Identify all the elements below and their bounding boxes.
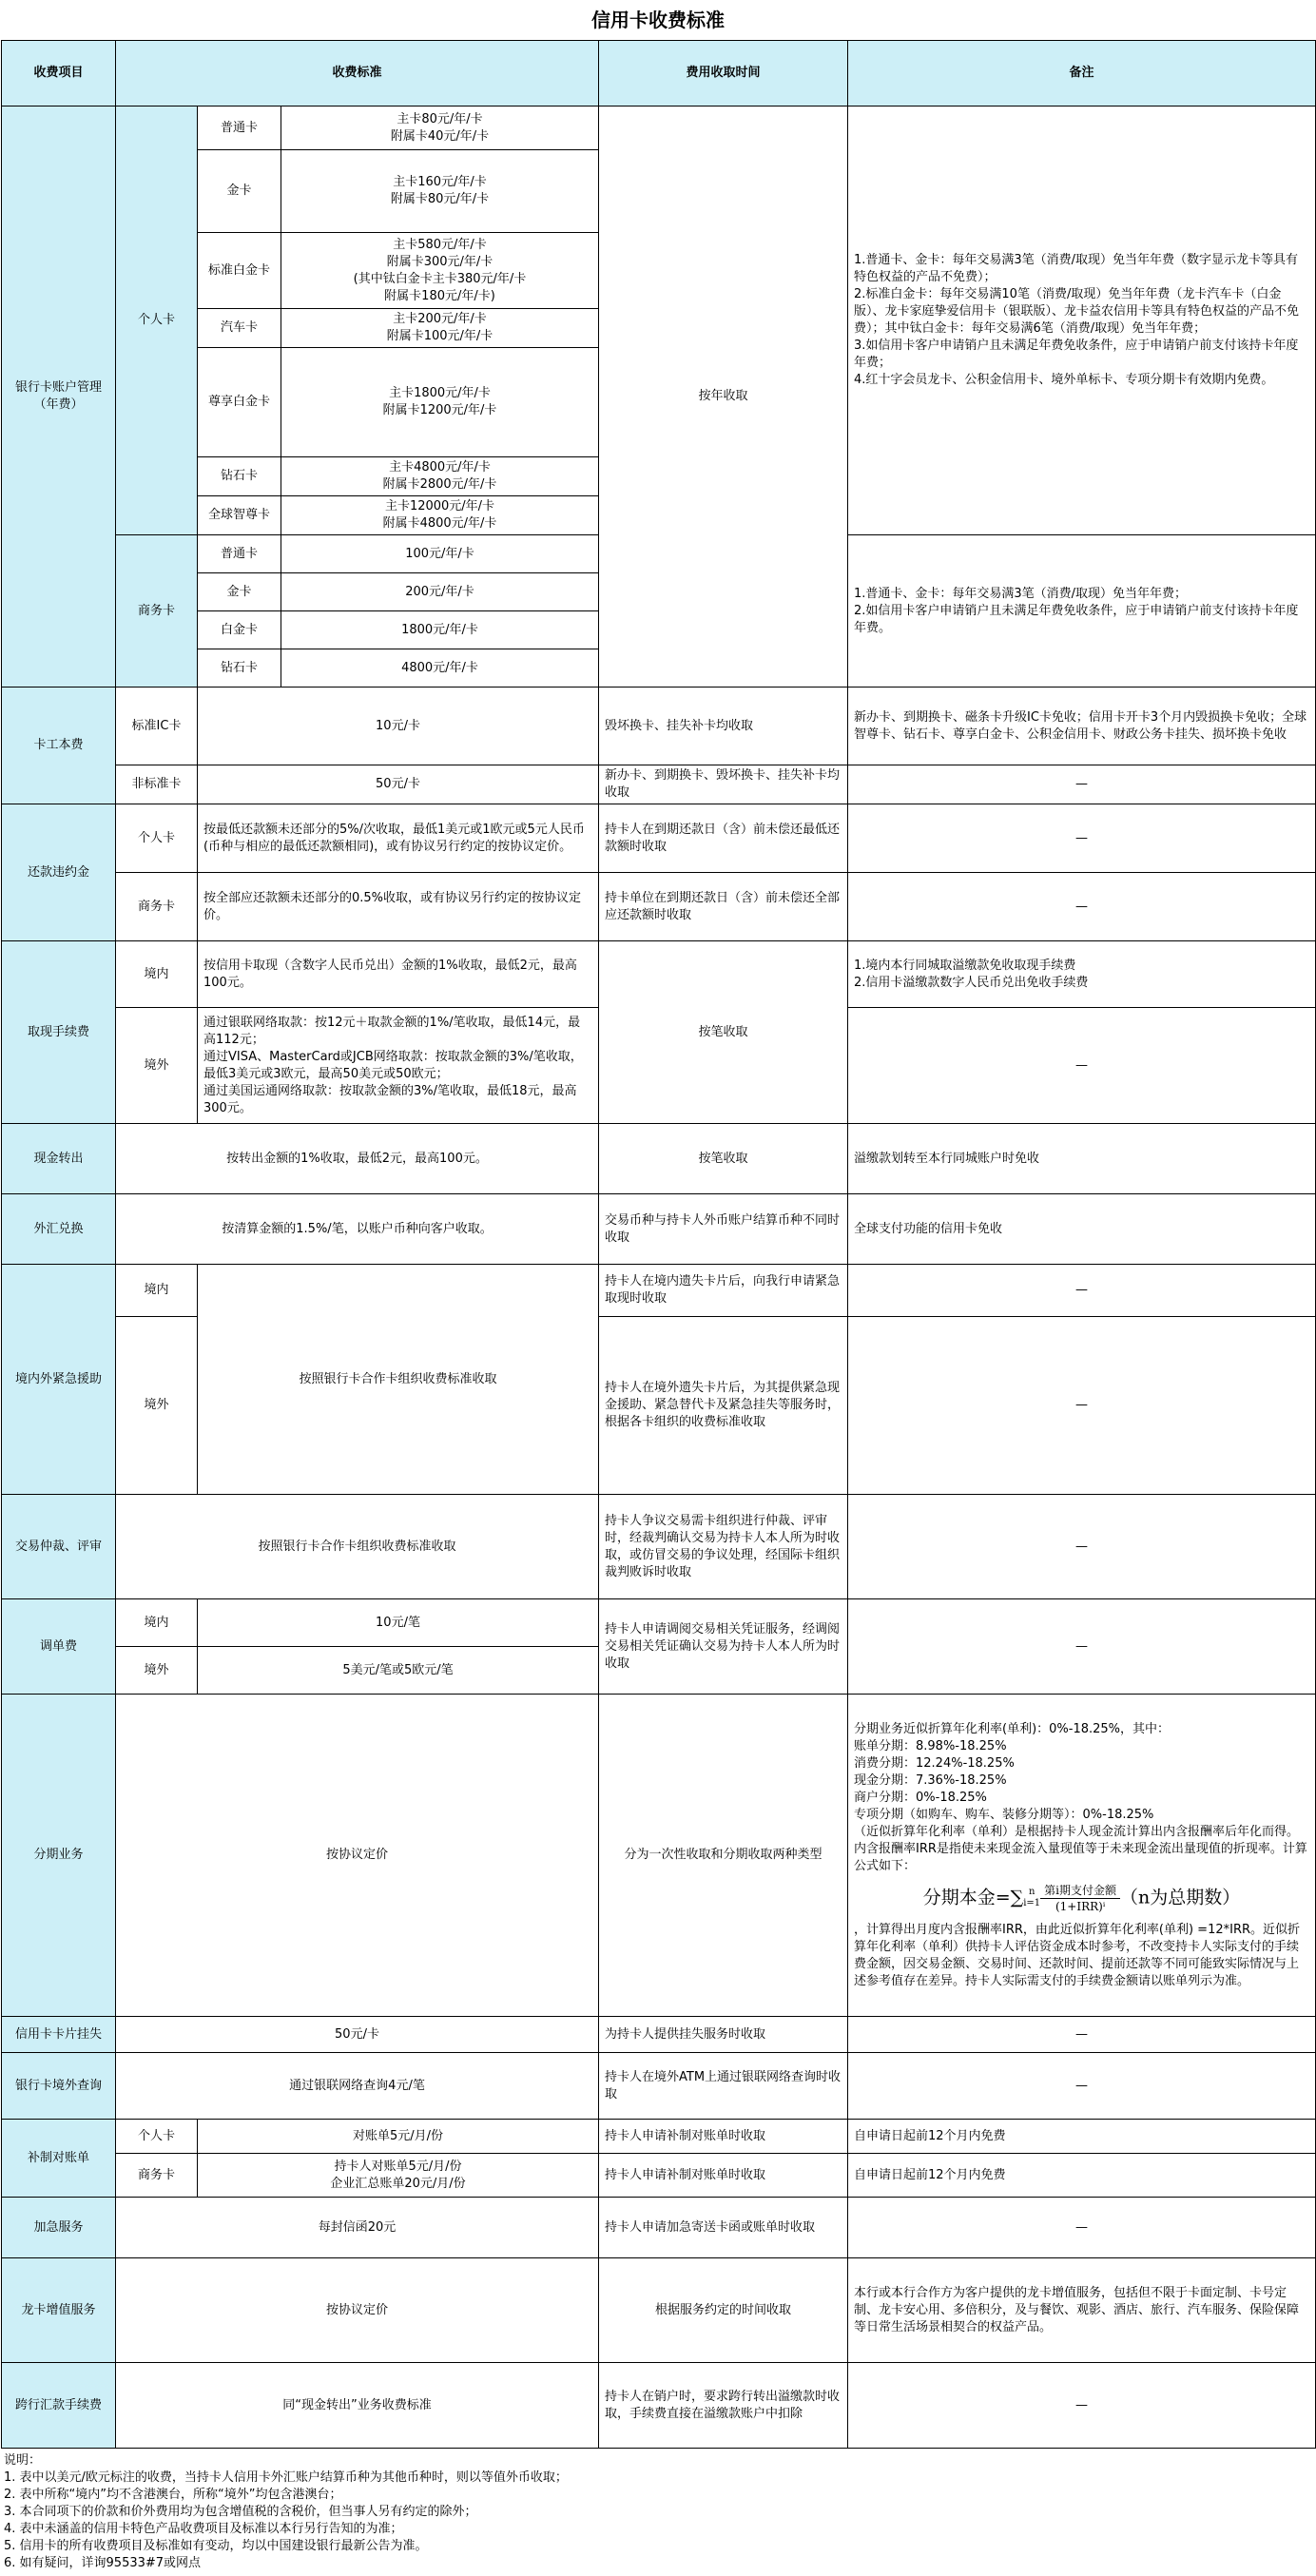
fee-remark: — [848, 1599, 1316, 1695]
fee-standard: 50元/卡 [116, 2017, 599, 2053]
item-cross-bank: 跨行汇款手续费 [2, 2363, 116, 2449]
fee-table [1, 40, 1316, 2449]
table-row [2, 2120, 1316, 2154]
fee-standard: 50元/卡 [198, 765, 599, 804]
fee-standard: 按协议定价 [116, 1695, 599, 2017]
formula-numerator: 第i期支付金额 [1040, 1883, 1120, 1899]
fee-time: 持卡人在境外ATM上通过银联网络查询时收取 [599, 2053, 848, 2120]
item-dispute: 交易仲裁、评审 [2, 1495, 116, 1599]
card-name: 标准白金卡 [198, 233, 281, 309]
table-row [2, 2053, 1316, 2120]
fee-time: 分为一次性收取和分期收取两种类型 [599, 1695, 848, 2017]
sub-label: 境外 [116, 1647, 198, 1695]
fee-standard: 同“现金转出”业务收费标准 [116, 2363, 599, 2449]
item-value-added: 龙卡增值服务 [2, 2258, 116, 2363]
note-line: 6. 如有疑问，详询95533#7或网点 [4, 2556, 202, 2570]
item-late-fee: 还款违约金 [2, 804, 116, 941]
sub-label: 非标准卡 [116, 765, 198, 804]
fee-standard: 每封信函20元 [116, 2198, 599, 2258]
fee-time: 持卡人申请补制对账单时收取 [599, 2154, 848, 2198]
formula-denominator: (1+IRR)ⁱ [1055, 1899, 1106, 1913]
fee-standard: 10元/卡 [198, 688, 599, 765]
item-cash-fee: 取现手续费 [2, 941, 116, 1124]
fee-standard: 主卡200元/年/卡 附属卡100元/年/卡 [281, 309, 599, 348]
sub-label: 商务卡 [116, 2154, 198, 2198]
item-loss: 信用卡卡片挂失 [2, 2017, 116, 2053]
header-time: 费用收取时间 [599, 41, 848, 107]
table-row [2, 2258, 1316, 2363]
note-line: 2. 表中所称“境内”均不含港澳台，所称“境外”均包含港澳台； [4, 2488, 342, 2502]
fee-remark: 自申请日起前12个月内免费 [848, 2154, 1316, 2198]
fee-remark: — [848, 1317, 1316, 1495]
table-row [2, 765, 1316, 804]
fee-time: 交易币种与持卡人外币账户结算币种不同时收取 [599, 1194, 848, 1265]
fee-standard: 主卡160元/年/卡 附属卡80元/年/卡 [281, 150, 599, 233]
fee-time: 持卡人申请补制对账单时收取 [599, 2120, 848, 2154]
table-row [2, 2363, 1316, 2449]
fee-time: 持卡人在境外遗失卡片后，为其提供紧急现金援助、紧急替代卡及紧急挂失等服务时，根据各卡组织的收费标准收取 [599, 1317, 848, 1495]
header-standard: 收费标准 [116, 41, 599, 107]
fee-remark: — [848, 2017, 1316, 2053]
fee-remark: — [848, 1008, 1316, 1124]
table-row [2, 1495, 1316, 1599]
sub-label: 标准IC卡 [116, 688, 198, 765]
annual-time: 按年收取 [599, 107, 848, 688]
table-row [2, 107, 1316, 150]
fee-remark: — [848, 1265, 1316, 1317]
annual-remark-personal: 1.普通卡、金卡：每年交易满3笔（消费/取现）免当年年费（数字显示龙卡等具有特色权益的产品不免费）； 2.标准白金卡：每年交易满10笔（消费/取现）免当年年费（龙卡汽车卡（白金版）、龙卡家庭挚爱信用卡（银联版）、龙卡益农信用卡等具有特色权益的产品不免费）；其中钛白金卡：每年交易满6笔（消费/取现）免当年年费； 3.如信用卡客户申请销户且未满足年费免收条件，应于申请销户前支付该持卡年度年费； 4.红十字会员龙卡、公积金信用卡、境外单标卡、专项分期卡有效期内免费。 [848, 107, 1316, 535]
installment-remark [848, 1695, 1316, 2017]
item-fx: 外汇兑换 [2, 1194, 116, 1265]
fee-standard: 200元/年/卡 [281, 573, 599, 611]
fee-standard: 5美元/笔或5欧元/笔 [198, 1647, 599, 1695]
fee-standard: 主卡12000元/年/卡 附属卡4800元/年/卡 [281, 496, 599, 535]
fee-standard: 按全部应还款额未还部分的0.5%收取，或有协议另行约定的按协议定价。 [198, 873, 599, 941]
fee-standard: 按照银行卡合作卡组织收费标准收取 [116, 1495, 599, 1599]
fee-time: 持卡人在到期还款日（含）前未偿还最低还款额时收取 [599, 804, 848, 873]
sub-label: 商务卡 [116, 873, 198, 941]
sub-label: 境内 [116, 941, 198, 1008]
card-name: 钻石卡 [198, 649, 281, 688]
fee-standard: 主卡1800元/年/卡 附属卡1200元/年/卡 [281, 348, 599, 457]
table-row [2, 873, 1316, 941]
fee-standard: 10元/笔 [198, 1599, 599, 1647]
fee-standard: 100元/年/卡 [281, 535, 599, 573]
item-annual: 银行卡账户管理（年费） [2, 107, 116, 688]
fee-standard: 按协议定价 [116, 2258, 599, 2363]
fee-remark: 新办卡、到期换卡、磁条卡升级IC卡免收；信用卡开卡3个月内毁损换卡免收；全球智尊卡、钻石卡、尊享白金卡、公积金信用卡、财政公务卡挂失、损坏换卡免收 [848, 688, 1316, 765]
sub-label: 个人卡 [116, 2120, 198, 2154]
formula-right: （n为总期数） [1120, 1887, 1241, 1908]
item-installment: 分期业务 [2, 1695, 116, 2017]
fee-standard: 按清算金额的1.5%/笔，以账户币种向客户收取。 [116, 1194, 599, 1265]
table-row [2, 1265, 1316, 1317]
formula-sum-lower: i=1 [1023, 1898, 1041, 1908]
fee-standard: 主卡4800元/年/卡 附属卡2800元/年/卡 [281, 457, 599, 496]
item-cash-transfer: 现金转出 [2, 1124, 116, 1194]
fee-remark: — [848, 2053, 1316, 2120]
formula-sum-upper: n [1028, 1887, 1035, 1897]
fee-remark: — [848, 2198, 1316, 2258]
fee-time: 毁坏换卡、挂失补卡均收取 [599, 688, 848, 765]
fee-time: 持卡人在境内遗失卡片后，向我行申请紧急取现时收取 [599, 1265, 848, 1317]
sub-label: 个人卡 [116, 804, 198, 873]
note-line: 5. 信用卡的所有收费项目及标准如有变动，均以中国建设银行最新公告为准。 [4, 2539, 428, 2553]
item-card-fee: 卡工本费 [2, 688, 116, 804]
fee-standard: 按照银行卡合作卡组织收费标准收取 [198, 1265, 599, 1495]
card-name: 白金卡 [198, 611, 281, 649]
fee-standard: 主卡580元/年/卡 附属卡300元/年/卡 (其中钛白金卡主卡380元/年/卡 附属卡180元/年/卡) [281, 233, 599, 309]
fee-time: 持卡人申请调阅交易相关凭证服务，经调阅交易相关凭证确认交易为持卡人本人所为时收取 [599, 1599, 848, 1695]
fee-remark: — [848, 873, 1316, 941]
sub-label: 境外 [116, 1008, 198, 1124]
fee-standard: 1800元/年/卡 [281, 611, 599, 649]
item-emergency: 境内外紧急援助 [2, 1265, 116, 1495]
table-row [2, 1194, 1316, 1265]
annual-business-label: 商务卡 [116, 535, 198, 688]
table-row [2, 2017, 1316, 2053]
irr-formula [854, 1883, 1309, 1914]
sub-label: 境内 [116, 1265, 198, 1317]
annual-personal-label: 个人卡 [116, 107, 198, 535]
note-line: 1. 表中以美元/欧元标注的收费，当持卡人信用卡外汇账户结算币种为其他币种时，则以等值外币收取； [4, 2470, 568, 2485]
item-statement: 补制对账单 [2, 2120, 116, 2198]
table-row [2, 1695, 1316, 2017]
table-row [2, 804, 1316, 873]
fee-time: 新办卡、到期换卡、毁坏换卡、挂失补卡均收取 [599, 765, 848, 804]
card-name: 尊享白金卡 [198, 348, 281, 457]
sub-label: 境外 [116, 1317, 198, 1495]
item-express: 加急服务 [2, 2198, 116, 2258]
fee-standard: 按信用卡取现（含数字人民币兑出）金额的1%收取，最低2元，最高100元。 [198, 941, 599, 1008]
item-query: 银行卡境外查询 [2, 2053, 116, 2120]
card-name: 普通卡 [198, 107, 281, 150]
fee-time: 持卡单位在到期还款日（含）前未偿还全部应还款额时收取 [599, 873, 848, 941]
fee-time: 持卡人争议交易需卡组织进行仲裁、评审时，经裁判确认交易为持卡人本人所为时收取，或仿冒交易的争议处理，经国际卡组织裁判败诉时收取 [599, 1495, 848, 1599]
table-row [2, 688, 1316, 765]
fee-standard: 持卡人对账单5元/月/份 企业汇总账单20元/月/份 [198, 2154, 599, 2198]
table-row [2, 1599, 1316, 1647]
table-row [2, 2154, 1316, 2198]
fee-time: 按笔收取 [599, 941, 848, 1124]
fee-remark: 溢缴款划转至本行同城账户时免收 [848, 1124, 1316, 1194]
fee-time: 按笔收取 [599, 1124, 848, 1194]
header-item: 收费项目 [2, 41, 116, 107]
card-name: 钻石卡 [198, 457, 281, 496]
note-line: 说明： [4, 2453, 42, 2468]
fee-standard: 对账单5元/月/份 [198, 2120, 599, 2154]
note-line: 3. 本合同项下的价款和价外费用均为包含增值税的含税价，但当事人另有约定的除外； [4, 2505, 477, 2519]
footnotes [0, 2449, 1316, 2576]
annual-remark-business: 1.普通卡、金卡：每年交易满3笔（消费/取现）免当年年费； 2.如信用卡客户申请销户且未满足年费免收条件，应于申请销户前支付该持卡年度年费。 [848, 535, 1316, 688]
fee-time: 根据服务约定的时间收取 [599, 2258, 848, 2363]
fee-remark: 自申请日起前12个月内免费 [848, 2120, 1316, 2154]
card-name: 金卡 [198, 150, 281, 233]
fee-remark: — [848, 1495, 1316, 1599]
fee-standard: 主卡80元/年/卡 附属卡40元/年/卡 [281, 107, 599, 150]
table-row [2, 1124, 1316, 1194]
fee-remark: 1.境内本行同城取溢缴款免收取现手续费 2.信用卡溢缴款数字人民币兑出免收手续费 [848, 941, 1316, 1008]
sub-label: 境内 [116, 1599, 198, 1647]
table-row [2, 2198, 1316, 2258]
card-name: 普通卡 [198, 535, 281, 573]
formula-left: 分期本金=∑ [922, 1887, 1024, 1908]
fee-time: 为持卡人提供挂失服务时收取 [599, 2017, 848, 2053]
header-remark: 备注 [848, 41, 1316, 107]
fee-time: 持卡人在销户时，要求跨行转出溢缴款时收取，手续费直接在溢缴款账户中扣除 [599, 2363, 848, 2449]
fee-standard: 通过银联网络查询4元/笔 [116, 2053, 599, 2120]
fee-standard: 4800元/年/卡 [281, 649, 599, 688]
fee-remark: — [848, 765, 1316, 804]
fee-remark: 本行或本行合作方为客户提供的龙卡增值服务，包括但不限于卡面定制、卡号定制、龙卡安心用、多倍积分，及与餐饮、观影、酒店、旅行、汽车服务、保险保障等日常生活场景相契合的权益产品。 [848, 2258, 1316, 2363]
fee-standard: 通过银联网络取款：按12元＋取款金额的1%/笔收取，最低14元，最高112元； 通过VISA、MasterCard或JCB网络取款：按取款金额的3%/笔收取，最低3美元或3欧元，最高50美元或50欧元； 通过美国运通网络取款：按取款金额的3%/笔收取，最低18元，最高300元。 [198, 1008, 599, 1124]
card-name: 汽车卡 [198, 309, 281, 348]
fee-remark: — [848, 804, 1316, 873]
fee-time: 持卡人申请加急寄送卡函或账单时收取 [599, 2198, 848, 2258]
item-retrieval: 调单费 [2, 1599, 116, 1695]
card-name: 金卡 [198, 573, 281, 611]
fee-remark: — [848, 2363, 1316, 2449]
table-header-row [2, 41, 1316, 107]
installment-remark-pre: 分期业务近似折算年化利率(单利)：0%-18.25%，其中： 账单分期：8.98%-18.25% 消费分期：12.24%-18.25% 现金分期：7.36%-18.25% 商户分期：0%-18.25% 专项分期（如购车、购车、装修分期等）：0%-18.25% （近似折算年化利率（单利）是根据持卡人现金流计算出内含报酬率后年化而得。内含报酬率IRR是指使未来现金流入量现值等于未来现金流出量现值的折现率。计算公式如下： [854, 1721, 1307, 1873]
installment-remark-post: ，计算得出月度内含报酬率IRR，由此近似折算年化利率(单利) =12*IRR。近似折算年化利率（单利）供持卡人评估资金成本时参考，不改变持卡人实际支付的手续费金额，因交易金额、交易时间、还款时间、提前还款等不同可能致实际情况与上述参考值存在差异。持卡人实际需支付的手续费金额请以账单列示为准。 [854, 1922, 1301, 1988]
page-title: 信用卡收费标准 [591, 9, 725, 31]
fee-remark: 全球支付功能的信用卡免收 [848, 1194, 1316, 1265]
fee-standard: 按转出金额的1%收取，最低2元，最高100元。 [116, 1124, 599, 1194]
table-row [2, 941, 1316, 1008]
card-name: 全球智尊卡 [198, 496, 281, 535]
note-line: 4. 表中未涵盖的信用卡特色产品收费项目及标准以本行另行告知的为准； [4, 2522, 403, 2536]
fee-standard: 按最低还款额未还部分的5%/次收取，最低1美元或1欧元或5元人民币(币种与相应的最低还款额相同)，或有协议另行约定的按协议定价。 [198, 804, 599, 873]
